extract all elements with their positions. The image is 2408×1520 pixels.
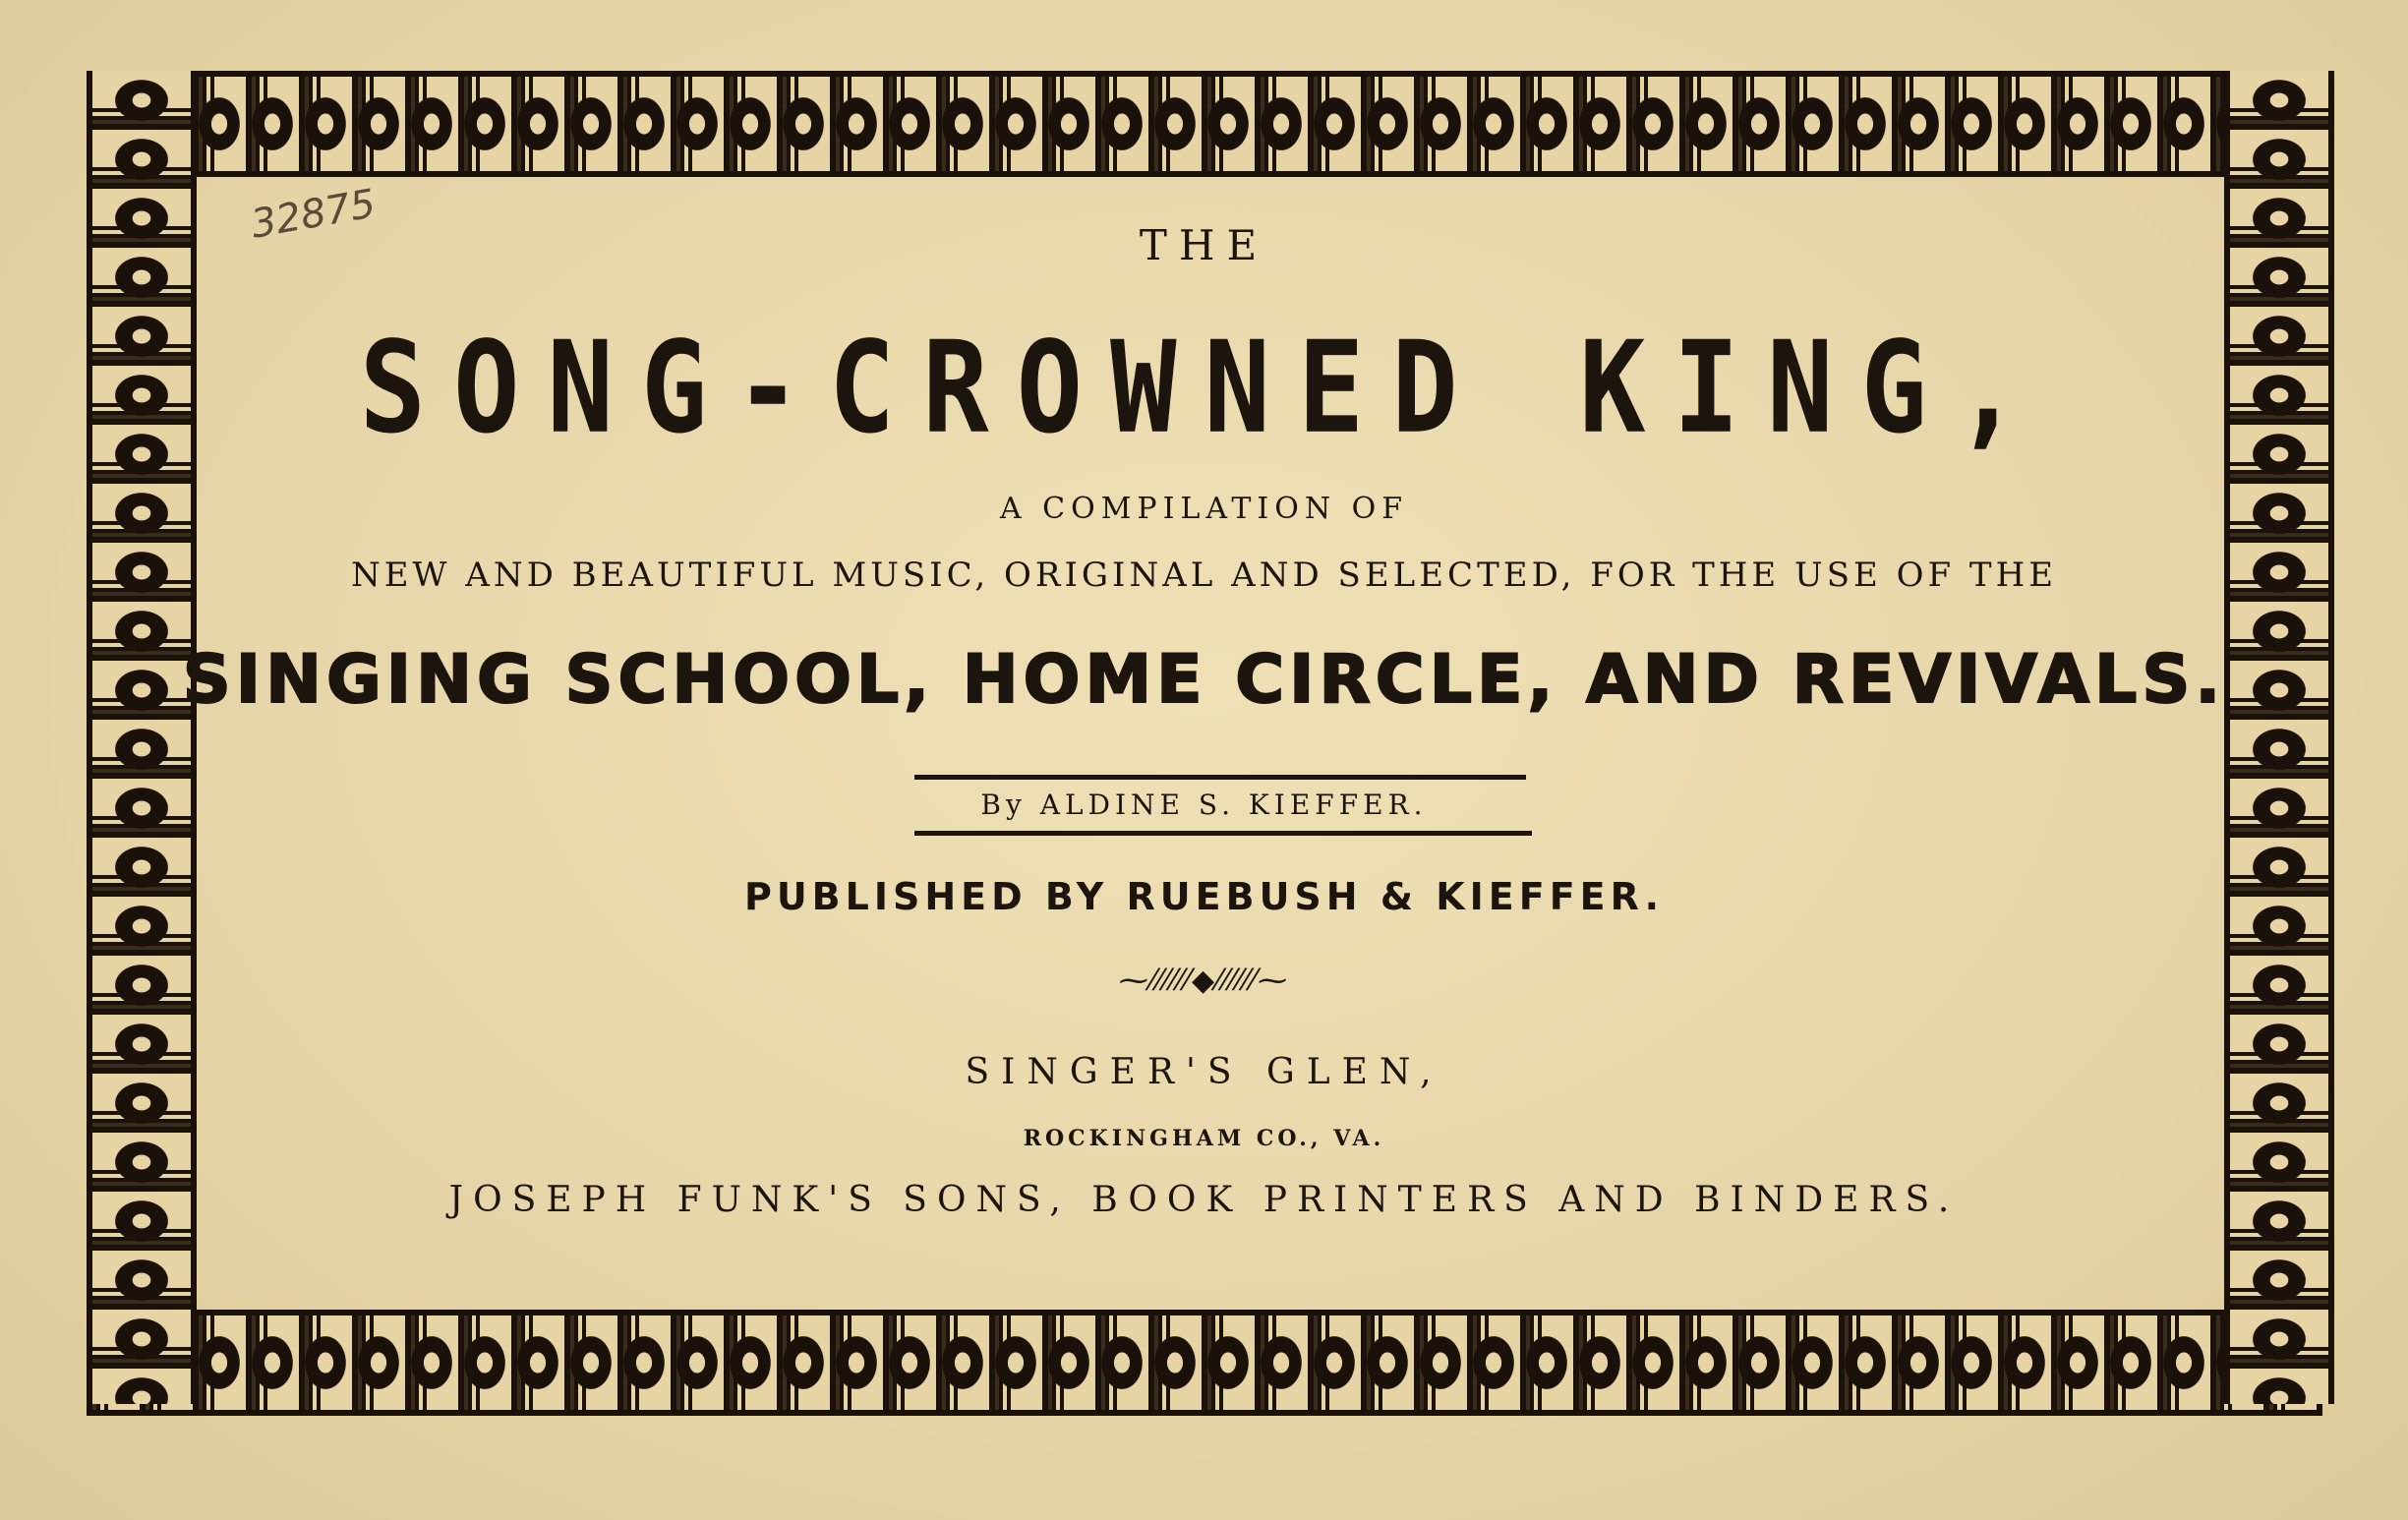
ornamental-border-bottom	[87, 1310, 2322, 1416]
county-line: ROCKINGHAM CO., VA.	[1023, 1126, 1385, 1151]
author-line: By ALDINE S. KIEFFER.	[980, 789, 1428, 821]
purpose-text: SINGING SCHOOL, HOME CIRCLE, AND REVIVALS.	[182, 641, 2226, 719]
printer-line: JOSEPH FUNK'S SONS, BOOK PRINTERS AND BINDERS.	[448, 1180, 1960, 1220]
place-line: SINGER'S GLEN,	[965, 1052, 1443, 1092]
purpose-line	[0, 641, 2408, 719]
compilation-line: A COMPILATION OF	[999, 492, 1409, 526]
author-rule-bottom	[914, 831, 1532, 836]
handwritten-catalog-number: 32875	[247, 181, 380, 248]
description-line: NEW AND BEAUTIFUL MUSIC, ORIGINAL AND SELECTED, FOR THE USE OF THE	[350, 555, 2058, 595]
publisher-line: PUBLISHED BY RUEBUSH & KIEFFER.	[743, 875, 1665, 918]
author-rule-top	[914, 775, 1526, 780]
book-title: SONG-CROWNED KING,	[359, 315, 2049, 462]
ornamental-border-top	[87, 71, 2322, 177]
ornament-divider: ⁓⁄⁄⁄⁄⁄⁄◆⁄⁄⁄⁄⁄⁄⁓	[1118, 964, 1290, 998]
title-article: THE	[1139, 221, 1269, 269]
